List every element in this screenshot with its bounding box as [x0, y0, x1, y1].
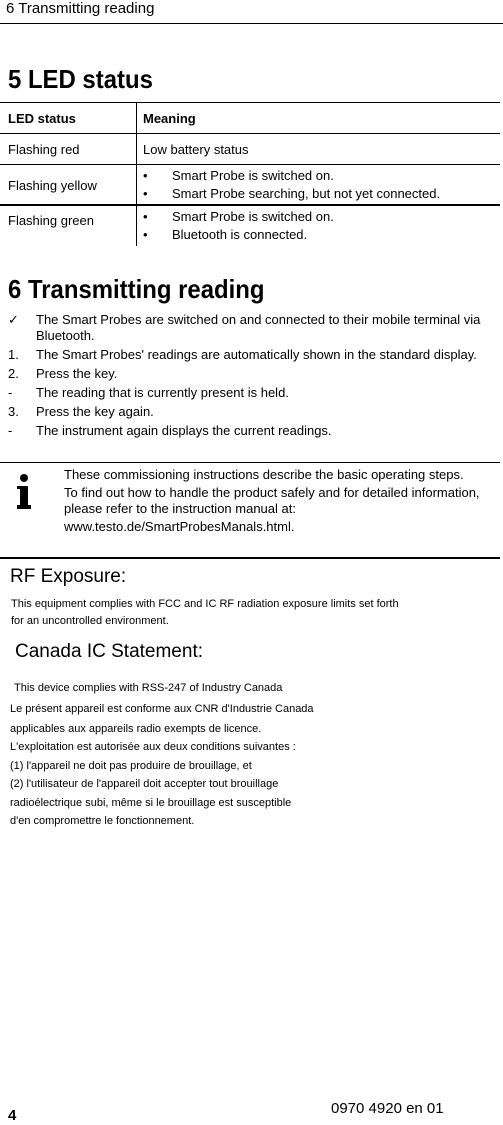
table-divider [0, 204, 500, 205]
section-5-title: 5 LED status [8, 64, 153, 94]
meaning-cell [137, 165, 500, 205]
canada-text-line: Le présent appareil est conforme aux CNR d'Industrie Canada [10, 703, 314, 715]
table-row [0, 133, 500, 164]
canada-text-line: (1) l'appareil ne doit pas produire de brouillage, et [10, 760, 252, 772]
col-header-meaning: Meaning [143, 110, 196, 126]
info-line: These commissioning instructions describe the basic operating steps. [64, 467, 464, 482]
canada-text-line: This device complies with RSS-247 of Industry Canada [14, 682, 283, 694]
table-row [0, 164, 500, 205]
bullet-item: • Smart Probe is switched on. [143, 168, 334, 183]
bullet-item: • Smart Probe is switched on. [143, 209, 334, 224]
info-text [64, 467, 489, 537]
meaning-cell [137, 206, 500, 246]
page-number: 4 [8, 1107, 17, 1124]
led-status-cell: Flashing yellow [0, 165, 137, 205]
table-row [0, 205, 500, 246]
col-header-led-status: LED status [0, 103, 137, 133]
list-item: 2. Press the key. [8, 366, 118, 381]
canada-text-line: d'en compromettre le fonctionnement. [10, 815, 195, 827]
list-item: ✓ The Smart Probes are switched on and connected to their mobile terminal via Bluetooth. [8, 312, 481, 343]
running-header: 6 Transmitting reading [6, 0, 155, 17]
bullet-item: • Smart Probe searching, but not yet connected. [143, 186, 441, 201]
rf-exposure-title: RF Exposure: [10, 566, 127, 587]
rf-text-line: This equipment complies with FCC and IC RF radiation exposure limits set forth [11, 598, 399, 610]
rf-text-line: for an uncontrolled environment. [11, 615, 169, 627]
canada-text-line: applicables aux appareils radio exempts de licence. [10, 723, 262, 735]
canada-text-line: radioélectrique subi, même si le brouillage est susceptible [10, 797, 292, 809]
led-status-cell: Flashing red [0, 134, 137, 164]
instruction-steps [8, 312, 493, 442]
header-rule [0, 23, 503, 24]
bullet-item: • Bluetooth is connected. [143, 227, 308, 242]
info-link[interactable]: www.testo.de/SmartProbesManals.html. [64, 519, 295, 534]
led-status-table [0, 102, 500, 246]
canada-text-line: (2) l'utilisateur de l'appareil doit accepter tout brouillage [10, 778, 279, 790]
info-icon [14, 473, 34, 511]
info-line: To find out how to handle the product safely and for detailed information, please refer to the instruction manual at: [64, 485, 480, 516]
canada-text-line: L'exploitation est autorisée aux deux conditions suivantes : [10, 741, 296, 753]
list-item: 1. The Smart Probes' readings are automatically shown in the standard display. [8, 347, 477, 362]
list-item: - The reading that is currently present is held. [8, 385, 289, 400]
info-note-box [0, 462, 500, 559]
list-item: - The instrument again displays the current readings. [8, 423, 332, 438]
document-code: 0970 4920 en 01 [331, 1100, 444, 1117]
canada-ic-title: Canada IC Statement: [15, 641, 203, 662]
table-header-row [0, 102, 500, 133]
meaning-cell: Low battery status [143, 141, 249, 157]
section-6-title: 6 Transmitting reading [8, 274, 265, 304]
led-status-cell: Flashing green [0, 206, 137, 246]
list-item: 3. Press the key again. [8, 404, 154, 419]
